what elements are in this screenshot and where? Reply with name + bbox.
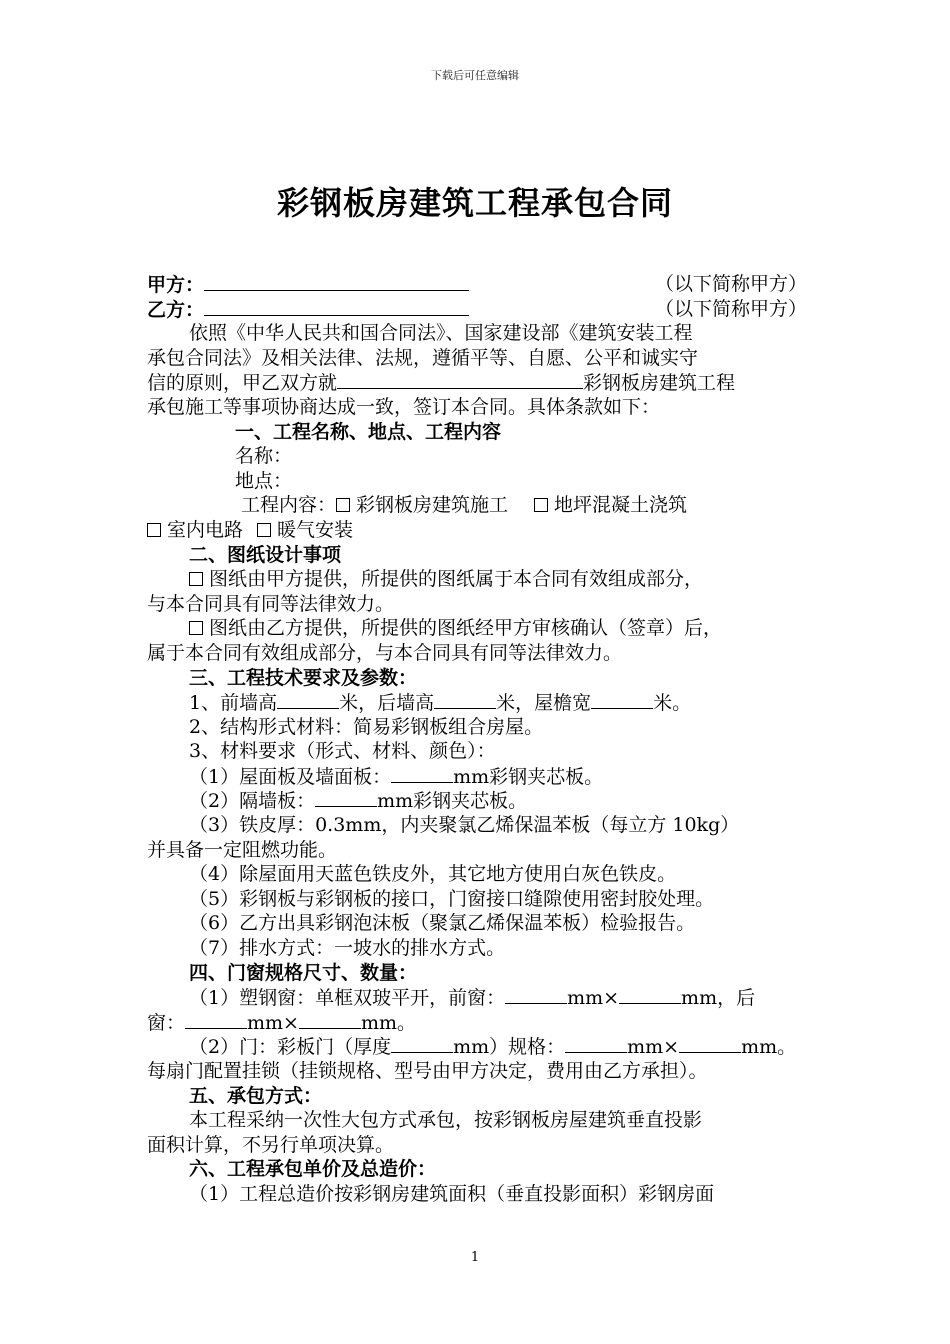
checkbox-indoor-wiring[interactable] <box>147 523 161 537</box>
checkbox-drawings-by-b[interactable] <box>189 621 203 635</box>
project-name-label: 名称： <box>235 445 293 468</box>
partition-label: （2）隔墙板： <box>189 790 316 813</box>
checkbox-concrete-floor[interactable] <box>534 498 548 512</box>
front-window-label: （1）塑钢窗：单框双玻平开，前窗： <box>189 987 506 1010</box>
front-wall-blank <box>277 690 339 709</box>
party-b-blank <box>204 297 469 316</box>
intro-line-4: 承包施工等事项协商达成一致，签订本合同。具体条款如下： <box>147 395 661 418</box>
structure-line: 2、结构形式材料：简易彩钢板组合房屋。 <box>189 715 544 738</box>
door-thickness-label: （2）门：彩板门（厚度 <box>189 1036 392 1059</box>
door-line-2: 每扇门配置挂锁（挂锁规格、型号由甲方决定，费用由乙方承担）。 <box>147 1060 708 1082</box>
door-h-blank <box>679 1034 741 1053</box>
party-a-suffix: （以下简称甲方） <box>654 273 807 295</box>
eave-width-blank <box>591 690 653 709</box>
roof-panel-unit: mm彩钢夹芯板。 <box>453 765 604 788</box>
window-line-1 <box>147 985 807 1010</box>
section-2-heading: 二、图纸设计事项 <box>189 543 342 566</box>
drawings-by-a-line-2: 与本合同具有同等法律效力。 <box>147 592 395 615</box>
front-window-times: mm× <box>567 987 620 1010</box>
party-a-line <box>147 272 807 297</box>
party-a-label: 甲方： <box>147 274 205 296</box>
joint-line: （5）彩钢板与彩钢板的接口，门窗接口缝隙使用密封胶处理。 <box>189 887 715 910</box>
rear-wall-blank <box>434 690 496 709</box>
roof-panel-label: （1）屋面板及墙面板： <box>189 765 392 788</box>
checkbox-drawings-by-a[interactable] <box>189 572 203 586</box>
window-line-2 <box>147 1010 807 1035</box>
sheet-thickness-line-2: 并具备一定阻燃功能。 <box>147 838 338 861</box>
door-spec-label: mm）规格： <box>453 1036 566 1059</box>
rear-window-h-blank <box>299 1010 361 1029</box>
sheet-thickness-line: （3）铁皮厚：0.3mm，内夹聚氯乙烯保温苯板（每立方 10kg） <box>189 814 740 837</box>
section-6-heading: 六、工程承包单价及总造价： <box>189 1158 437 1181</box>
work-content-line <box>147 493 807 518</box>
checkbox-steel-house[interactable] <box>336 498 350 512</box>
color-line: （4）除屋面用天蓝色铁皮外，其它地方使用白灰色铁皮。 <box>189 863 677 886</box>
drawings-by-b-line-2: 属于本合同有效组成部分，与本合同具有同等法律效力。 <box>147 641 623 664</box>
option-concrete-floor: 地坪混凝土浇筑 <box>554 494 688 517</box>
rear-window-unit: mm。 <box>360 1011 417 1034</box>
section-5-heading: 五、承包方式： <box>189 1084 323 1107</box>
section-4-heading: 四、门窗规格尺寸、数量： <box>189 961 418 984</box>
header-note: 下载后可任意编辑 <box>431 69 519 82</box>
rear-window-times: mm× <box>247 1011 299 1034</box>
option-steel-house: 彩钢板房建筑施工 <box>356 494 509 517</box>
eave-width-unit: 米。 <box>653 692 692 715</box>
section-3-heading: 三、工程技术要求及参数： <box>189 666 418 689</box>
partition-line <box>147 788 807 813</box>
party-b-label: 乙方： <box>147 298 205 321</box>
contract-body <box>147 272 807 1207</box>
intro-line-2: 承包合同法》及相关法律、法规，遵循平等、自愿、公平和诚实守 <box>147 346 699 369</box>
wall-height-line <box>147 690 807 715</box>
drawings-by-b-line-1 <box>147 616 807 641</box>
front-window-w-blank <box>505 985 567 1004</box>
drawings-by-a-line-1 <box>147 567 807 592</box>
checkbox-heating[interactable] <box>257 523 271 537</box>
party-a-blank <box>204 272 469 291</box>
page-number: 1 <box>470 1250 480 1265</box>
intro-line-3 <box>147 370 807 395</box>
partition-blank <box>315 788 377 807</box>
document-title: 彩钢板房建筑工程承包合同 <box>276 184 673 222</box>
door-times: mm× <box>627 1036 680 1059</box>
intro-line-3-text: 信的原则，甲乙双方就 <box>147 372 338 395</box>
option-heating: 暖气安装 <box>277 518 354 541</box>
section-1-heading: 一、工程名称、地点、工程内容 <box>235 420 502 443</box>
door-w-blank <box>565 1034 627 1053</box>
material-req-line: 3、材料要求（形式、材料、颜色）： <box>189 740 496 763</box>
project-location-label: 地点： <box>235 469 293 492</box>
intro-line-3-tail: 彩钢板房建筑工程 <box>583 372 736 395</box>
option-indoor-wiring: 室内电路 <box>167 518 244 541</box>
report-line: （6）乙方出具彩钢泡沫板（聚氯乙烯保温苯板）检验报告。 <box>189 912 696 935</box>
party-b-suffix: （以下简称甲方） <box>654 297 807 320</box>
partition-unit: mm彩钢夹芯板。 <box>377 790 528 813</box>
door-line-1 <box>147 1034 807 1059</box>
eave-width-label: 米，屋檐宽 <box>496 692 592 715</box>
work-content-label: 工程内容： <box>241 494 337 517</box>
front-window-h-blank <box>619 985 681 1004</box>
intro-line-1: 依照《中华人民共和国合同法》、国家建设部《建筑安装工程 <box>189 322 693 345</box>
front-window-unit: mm，后 <box>681 987 756 1010</box>
drawings-by-a-text: 图纸由甲方提供，所提供的图纸属于本合同有效组成部分， <box>209 568 704 591</box>
door-unit: mm。 <box>741 1036 797 1059</box>
rear-window-label: 窗： <box>147 1011 186 1034</box>
contract-mode-line-2: 面积计算，不另行单项决算。 <box>147 1133 395 1156</box>
contract-mode-line-1: 本工程采纳一次性大包方式承包，按彩钢板房屋建筑垂直投影 <box>189 1109 703 1132</box>
project-name-blank <box>337 370 583 389</box>
work-content-line-2 <box>147 518 807 543</box>
door-thickness-blank <box>391 1034 453 1053</box>
party-b-line <box>147 297 807 322</box>
drawings-by-b-text: 图纸由乙方提供，所提供的图纸经甲方审核确认（签章）后， <box>209 617 723 640</box>
drainage-line: （7）排水方式：一坡水的排水方式。 <box>189 937 506 960</box>
front-wall-label: 1、前墙高 <box>189 692 278 715</box>
price-line-1: （1）工程总造价按彩钢房建筑面积（垂直投影面积）彩钢房面 <box>189 1182 715 1205</box>
rear-wall-label: 米，后墙高 <box>339 692 435 715</box>
roof-panel-blank <box>391 764 453 783</box>
roof-panel-line <box>147 764 807 789</box>
rear-window-w-blank <box>185 1010 247 1029</box>
